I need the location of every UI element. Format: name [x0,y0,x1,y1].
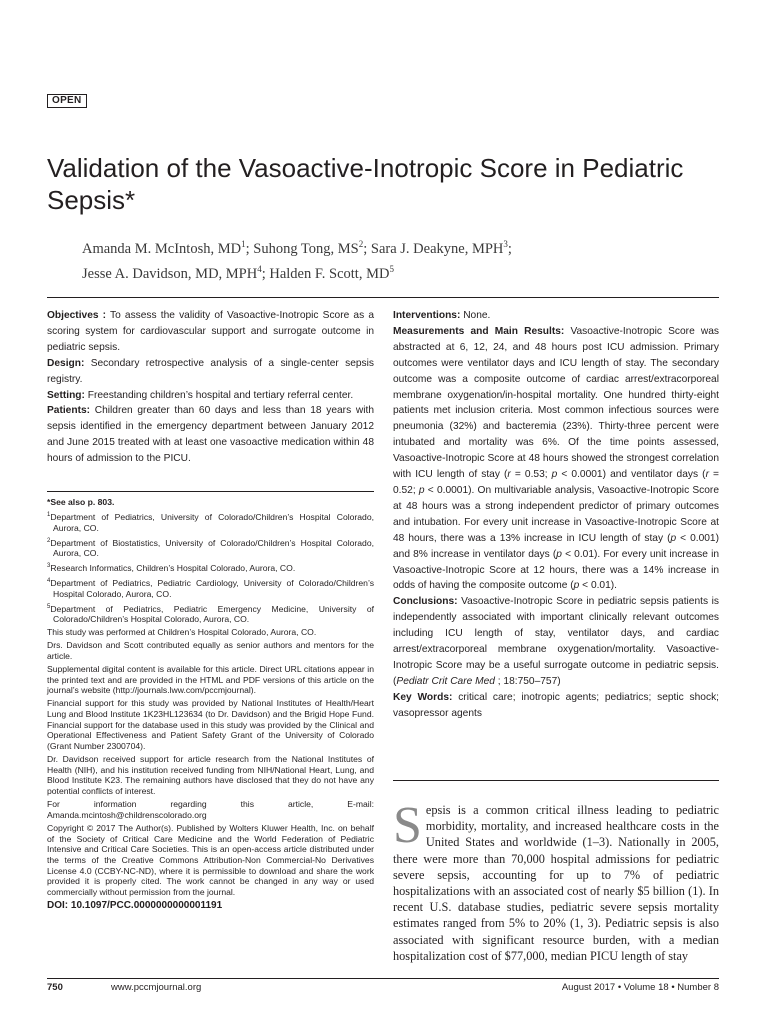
affiliation-3-num: 3 [47,563,51,570]
patients-label: Patients: [47,405,91,417]
author-4: Jesse A. Davidson, MD, MPH [82,265,258,282]
stat-p-3: p [670,532,677,544]
author-3: Sara J. Deakyne, MPH [370,240,504,257]
affiliation-3-text: Research Informatics, Children’s Hospital Colorado, Aurora, CO. [50,562,296,573]
see-also-note [47,497,374,508]
affiliation-5-text: Department of Pediatrics, Pediatric Emergency Medicine, University of Colorado/Children’s Hospital Colorado, Aurora, CO. [50,603,374,625]
issue-info: August 2017 • Volume 18 • Number 8 [561,982,719,993]
intro-paragraph [393,797,719,964]
affiliation-3 [47,561,374,574]
design-text: Secondary retrospective analysis of a single-center sepsis registry. [47,357,374,385]
setting-text: Freestanding children’s hospital and tertiary referral center. [84,389,354,401]
interventions-label: Interventions: [393,310,461,321]
affiliation-1-text: Department of Pediatrics, University of Colorado/Children’s Hospital Colorado, Aurora, CO. [50,511,374,533]
keywords-label: Key Words: [393,691,453,703]
affiliations-rule [47,491,374,492]
results-text-5: < 0.0001). On multivariable analysis, Vasoactive-Inotropic Score at 48 hours was a strong independent predictor of primary outcomes and intubation. For every unit increase in Vasoactive-Inotropic Score at 48 hours, there was a 13% increase in ICU length of stay ( [393,484,719,544]
author-2: Suhong Tong, MS [253,240,359,257]
author-1: Amanda M. McIntosh, MD [82,240,242,257]
stat-r-1: r [507,469,511,481]
stat-p-2: p [418,484,425,496]
page-number-text: 750 [47,982,63,993]
patients-text: Children greater than 60 days and less than 18 years with sepsis identified in the emergency department between January 2012 and June 2015 treated with at least one vasoactive medication within 48 hours of admission to the PICU. [47,405,374,465]
performed-note: This study was performed at Children’s Hospital Colorado, Aurora, CO. [47,627,317,638]
stat-p-5: p [573,580,580,592]
objectives-text: To assess the validity of Vasoactive-Inotropic Score as a scoring system for cardiovascular support and surrogate outcome in pediatric sepsis. [47,310,374,353]
interventions-text: None. [460,310,491,321]
results-text-4: = 0.52; [393,469,719,496]
abstract-interventions [393,308,719,324]
author-5-affil: 5 [389,263,394,274]
results-text-8: < 0.01). [579,580,617,592]
abstract-results [393,324,719,594]
contact-note: For information regarding this article, E-mail: Amanda.mcintosh@childrenscolorado.org [47,799,374,820]
results-label: Measurements and Main Results: [393,325,565,337]
abstract-setting [47,388,374,404]
intro-text: epsis is a common critical illness leading to pediatric morbidity, mortality, and increased healthcare costs in the United States and worldwide (1–3). Nationally in 2005, there were more than 70,000 hospital admissions for pediatric severe sepsis, accounting for up to 7% of pediatric hospitalizations with an associated cost of nearly $5 billion (1). In recent U.S. database studies, pediatric severe sepsis mortality estimates ranged from 5% to 20% (1, 3). Pediatric sepsis is also associated with significant resource burden, with a median hospitalization cost of $77,000, median PICU length of stay [393,803,719,963]
affiliation-2 [47,536,374,559]
doi [47,900,374,912]
see-also-text: *See also p. 803. [47,497,115,507]
author-5: Halden F. Scott, MD [269,265,390,282]
affiliation-2-text: Department of Biostatistics, University of Colorado/Children’s Hospital Colorado, Aurora, CO. [50,537,374,559]
author-list: Amanda M. McIntosh, $MD^1$; Suhong Tong, $MS^2$; Sara J. Deakyne, MPH$^3$; Jesse A. Davidson, MD, MPH$^4$; Halden F. Scott, $MD^5$ [82,239,512,282]
copyright-note: Copyright © 2017 The Author(s). Published by Wolters Kluwer Health, Inc. on behalf of the Society of Critical Care Medicine and the World Federation of Pediatric Intensive and Critical Care Societies. This is an open-access article distributed under the terms of the Creative Commons Attribution-Non Commercial-No Derivatives License 4.0 (CCBY-NC-ND), where it is permissible to download and share the work provided it is properly cited. The work cannot be changed in any way or used commercially without permission from the journal. [47,822,374,898]
setting-label: Setting: [47,389,85,401]
affiliation-5 [47,602,374,625]
stat-p-1: p [551,469,558,481]
results-text-7: < 0.01). For every unit increase in Vasoactive-Inotropic Score at 12 hours, there was a 14% increase in odds of having the composite outcome ( [393,548,719,592]
results-text-6: < 0.001) and 8% increase in ventilator days ( [393,532,719,560]
conclusions-label: Conclusions: [393,596,458,608]
open-access-badge: OPEN [47,94,87,108]
abstract-conclusions [393,594,719,689]
journal-url[interactable]: www.pccmjournal.org [111,982,202,993]
abstract-keywords [393,690,719,722]
affiliation-4-num: 4 [47,577,51,584]
abstract-design [47,356,374,388]
doi-text: DOI: 10.1097/PCC.0000000000001191 [47,900,223,912]
disclosure-note: Dr. Davidson received support for article research from the National Institutes of Health (NIH), and his institution received funding from NIH/National Heart, Lung, and Blood Institute K23. The remaining authors have disclosed that they do not have any potential conflicts of interest. [47,754,374,797]
body-top-rule [393,780,719,781]
contribution-note: Drs. Davidson and Scott contributed equally as senior authors and mentors for the article. [47,640,374,661]
page-number [47,982,63,994]
footer-rule [47,978,719,979]
conclusions-text: Vasoactive-Inotropic Score in pediatric sepsis patients is independently associated with important clinically relevant outcomes including ICU length of stay, ventilator days, and cardiac arrest/extracorporeal membrane oxygenation/mortality. Vasoactive-Inotropic Score may be a useful surrogate outcome in pediatric sepsis. ( [393,596,719,687]
financial-note: Financial support for this study was provided by National Institutes of Health/Heart Lung and Blood Institute 1K23HL123634 (to Dr. Davidson) and the Brigid Hope Fund. Financial support for the database used in this study was provided by the Clinical and Operational Effectiveness and Patient Safety Grant of the University of Colorado (Grant Number 2300704). [47,698,374,752]
results-text-2: = 0.53; [510,469,552,481]
results-text-3: < 0.0001) and ventilator days ( [557,469,706,481]
abstract-left-column [47,308,374,467]
affiliation-1-num: 1 [47,512,51,518]
author-1-affil: 1 [241,239,246,249]
keywords-text: critical care; inotropic agents; pediatrics; septic shock; vasopressor agents [393,691,719,719]
supplemental-note: Supplemental digital content is available for this article. Direct URL citations appear in the printed text and are provided in the HTML and PDF versions of this article on the journal’s website (http://journals.lww.com/pccmjournal). [47,663,374,696]
affiliations-block [47,497,374,914]
author-4-affil: 4 [257,263,262,274]
affiliation-4-text: Department of Pediatrics, Pediatric Cardiology, University of Colorado/Children’s Hospital Colorado, Aurora, CO. [50,577,374,599]
author-2-affil: 2 [358,239,364,249]
objectives-label: Objectives : [47,310,107,321]
results-text-1: Vasoactive-Inotropic Score was abstracted at 6, 12, 24, and 48 hours post ICU admission. Primary outcomes were ventilator days and ICU length of stay. The secondary outcome was a composite outcome of cardiac arrest/extracorporeal membrane oxygenation/in-hospital mortality. One hundred thirty-eight patients met inclusion criteria. Most common infectious sources were pneumonia (32%) and bacteremia (23%). Thirty-three percent were intubated and mortality was 6%. Of the time points assessed, Vasoactive-Inotropic Score at 48 hours showed the strongest correlation with ICU length of stay ( [393,325,720,481]
citation-tail: ; 18:750–757) [494,675,561,687]
journal-citation: Pediatr Crit Care Med [396,675,495,687]
stat-r-2: r [705,469,709,481]
affiliation-1 [47,510,374,533]
article-title: Validation of the Vasoactive-Inotropic Score in Pediatric Sepsis* [47,153,684,215]
abstract-top-rule [47,297,719,298]
drop-cap-letter: S [393,797,422,854]
design-label: Design: [47,357,85,369]
abstract-right-column [393,308,719,722]
abstract-objectives [47,308,374,356]
stat-p-4: p [556,548,562,560]
abstract-patients [47,403,374,467]
affiliation-4 [47,576,374,599]
affiliation-2-num: 2 [47,537,51,544]
affiliation-5-num: 5 [47,603,51,610]
author-3-affil: 3 [503,239,508,249]
